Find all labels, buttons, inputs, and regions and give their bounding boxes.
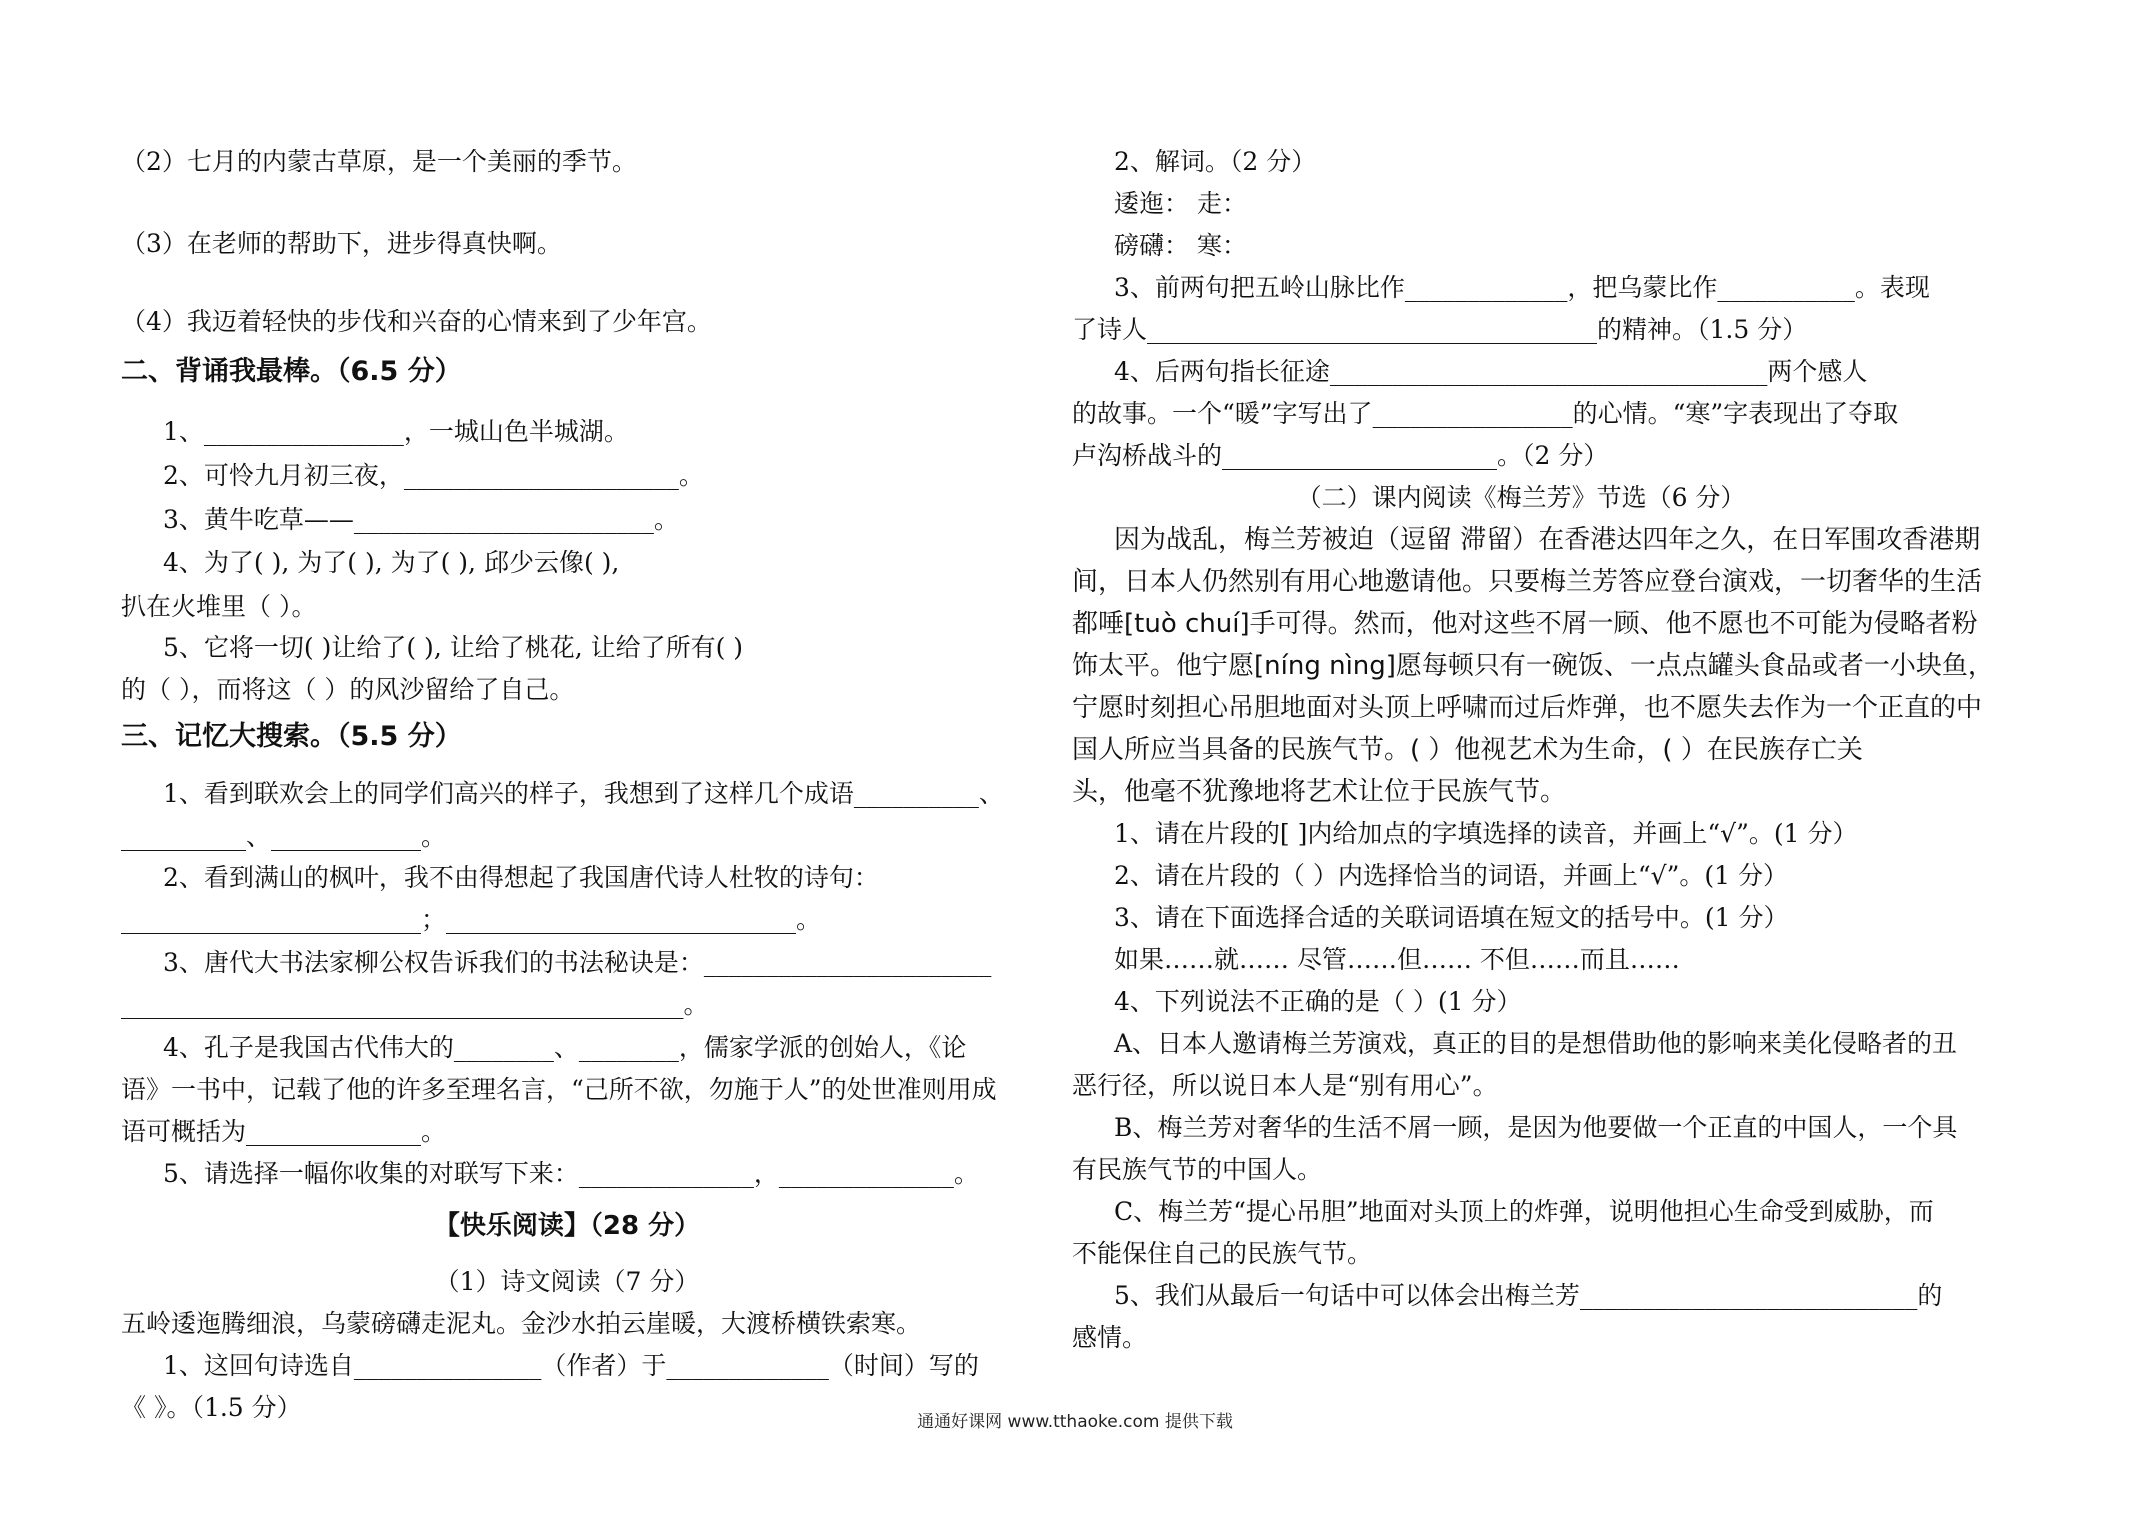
question-line: 1、请在片段的[ ]内给加点的字填选择的读音，并画上“√”。(1 分） [1114,819,1858,848]
question-line: 4、为了( ), 为了( ), 为了( ), 邱少云像( ), [163,548,620,577]
section-heading: 二、背诵我最棒。（6.5 分） [121,356,462,387]
text-line: 有民族气节的中国人。 [1072,1155,1323,1184]
passage-line: 宁愿时刻担心吊胆地面对头顶上呼啸而过后炸弹，也不愿失去作为一个正直的中 [1072,693,1983,723]
page-footer: 通通好课网 www.tthaoke.com 提供下载 [917,1412,1233,1432]
question-line: 2、看到满山的枫叶，我不由得想起了我国唐代诗人杜牧的诗句： [163,863,879,892]
text-line: 恶行径，所以说日本人是“别有用心”。 [1072,1071,1498,1100]
text-line: __________、____________。 [121,822,447,851]
question-line: 4、孔子是我国古代伟大的________、________，儒家学派的创始人，《论 [163,1033,967,1062]
question-line: 1、看到联欢会上的同学们高兴的样子，我想到了这样几个成语__________、 [163,779,1004,808]
text-line: 了诗人____________________________________的精神。（1.5 分） [1072,315,1808,344]
passage-line: 头，他毫不犹豫地将艺术让位于民族气节。 [1072,777,1567,807]
section-heading: 三、记忆大搜索。（5.5 分） [121,721,462,752]
question-line: 磅礴： 寒： [1114,231,1247,260]
question-line: 3、前两句把五岭山脉比作_____________，把乌蒙比作___________。表现 [1114,273,1930,302]
subsection-title: （二）课内阅读《梅兰芳》节选（6 分） [1296,483,1746,512]
text-line: ________________________；____________________________。 [121,905,822,934]
text-line: _____________________________________________。 [121,990,709,1019]
passage-line: 间，日本人仍然别有用心地邀请他。只要梅兰芳答应登台演戏，一切奢华的生活 [1072,567,1983,597]
text-line: 语可概括为______________。 [121,1117,447,1146]
question-line: 1、这回句诗选自_______________（作者）于_____________（时间）写的 [163,1351,979,1380]
question-line: 3、请在下面选择合适的关联词语填在短文的括号中。(1 分） [1114,903,1789,932]
text-line: （2）七月的内蒙古草原，是一个美丽的季节。 [121,147,637,176]
question-line: 如果……就…… 尽管……但…… 不但……而且…… [1114,945,1680,974]
text-line: 感情。 [1072,1323,1148,1352]
text-line: 的（ ），而将这（ ）的风沙留给了自己。 [121,675,575,704]
question-line: B、梅兰芳对奢华的生活不屑一顾，是因为他要做一个正直的中国人，一个具 [1114,1113,1958,1142]
question-line: 4、下列说法不正确的是（ ）(1 分） [1114,987,1522,1016]
question-line: 2、解词。（2 分） [1114,147,1317,176]
question-line: 5、请选择一幅你收集的对联写下来：______________，______________。 [163,1159,979,1188]
text-line: 卢沟桥战斗的______________________。（2 分） [1072,441,1609,470]
question-line: 1、________________，一城山色半城湖。 [163,417,629,446]
question-line: 4、后两句指长征途___________________________________两个感人 [1114,357,1868,386]
text-line: 五岭逶迤腾细浪，乌蒙磅礴走泥丸。金沙水拍云崖暖，大渡桥横铁索寒。 [121,1309,922,1338]
passage-line: 都唾[tuò chuí]手可得。然而，他对这些不屑一顾、他不愿也不可能为侵略者粉 [1072,609,1978,639]
question-line: 5、它将一切( )让给了( ), 让给了桃花, 让给了所有( ) [163,633,744,662]
subsection-title: （1）诗文阅读（7 分） [434,1267,700,1296]
question-line: C、梅兰芳“提心吊胆”地面对头顶上的炸弹，说明他担心生命受到威胁，而 [1114,1197,1934,1226]
question-line: 3、唐代大书法家柳公权告诉我们的书法秘诀是：_______________________ [163,948,992,977]
text-line: （3）在老师的帮助下，进步得真快啊。 [121,229,562,258]
passage-line: 因为战乱，梅兰芳被迫（逗留 滞留）在香港达四年之久，在日军围攻香港期 [1114,525,1981,555]
question-line: 2、请在片段的（ ）内选择恰当的词语，并画上“√”。(1 分） [1114,861,1788,890]
text-line: 不能保住自己的民族气节。 [1072,1239,1373,1268]
question-line: A、日本人邀请梅兰芳演戏，真正的目的是想借助他的影响来美化侵略者的丑 [1114,1029,1958,1058]
text-line: （4）我迈着轻快的步伐和兴奋的心情来到了少年宫。 [121,307,712,336]
question-line: 5、我们从最后一句话中可以体会出梅兰芳___________________________的 [1114,1281,1943,1310]
question-line: 逶迤： 走： [1114,189,1247,218]
text-line: 《 》。（1.5 分） [121,1393,302,1422]
passage-line: 饰太平。他宁愿[níng nìng]愿每顿只有一碗饭、一点点罐头食品或者一小块鱼， [1072,651,1994,681]
text-line: 扒在火堆里（ ）。 [121,592,317,621]
question-line: 3、黄牛吃草——________________________。 [163,505,679,534]
text-line: 语》一书中，记载了他的许多至理名言，“己所不欲，勿施于人”的处世准则用成 [121,1075,997,1104]
question-line: 2、可怜九月初三夜，______________________。 [163,461,704,490]
part-title: 【快乐阅读】（28 分） [433,1211,701,1241]
text-line: 的故事。一个“暖”字写出了________________的心情。“寒”字表现出了夺取 [1072,399,1899,428]
passage-line: 国人所应当具备的民族气节。( ）他视艺术为生命，( ）在民族存亡关 [1072,735,1863,765]
